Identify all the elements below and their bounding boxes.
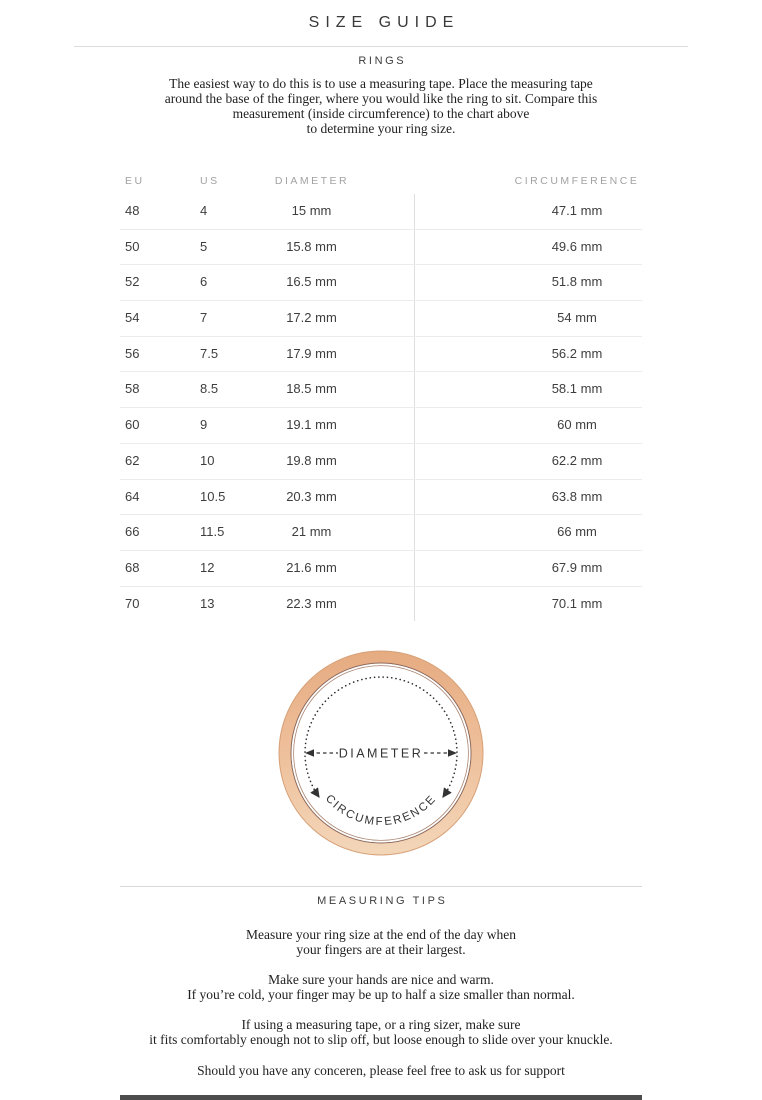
circumference-value: 56.2 mm [551, 345, 603, 361]
eu-value: 56 [125, 345, 140, 361]
tip-paragraph [0, 1017, 762, 1047]
table-row [120, 300, 642, 336]
table-row [120, 407, 642, 443]
eu-value: 66 [125, 524, 140, 540]
ring-illustration [276, 648, 486, 858]
intro-line: to determine your ring size. [306, 121, 456, 136]
eu-value: 58 [125, 381, 140, 397]
us-value: 10 [200, 452, 215, 468]
tip-line: Measure your ring size at the end of the day when [246, 927, 516, 943]
eu-value: 52 [125, 274, 140, 290]
diameter-value: 16.5 mm [254, 265, 415, 300]
us-value: 9 [200, 417, 208, 433]
circumference-label: CIRCUMFERENCE [322, 792, 440, 829]
top-divider [74, 46, 688, 47]
table-row [120, 264, 642, 300]
diameter-value: 21 mm [254, 515, 415, 550]
diameter-label: DIAMETER [338, 746, 424, 761]
intro-line: around the base of the finger, where you would like the ring to sit. Compare this [164, 91, 598, 106]
tip-line: If using a measuring tape, or a ring sizer, make sure [241, 1017, 521, 1033]
table-row [120, 514, 642, 550]
diameter-value: 20.3 mm [254, 480, 415, 515]
circumference-value: 60 mm [557, 417, 597, 433]
table-row [120, 194, 642, 229]
circumference-value: 70.1 mm [551, 595, 603, 611]
header-circumference: CIRCUMFERENCE [514, 175, 640, 187]
tip-line: If you’re cold, your finger may be up to half a size smaller than normal. [187, 987, 575, 1003]
tips-section-heading: MEASURING TIPS [317, 895, 448, 908]
us-value: 8.5 [200, 381, 219, 397]
rings-section-heading: RINGS [358, 55, 407, 67]
ring-size-table [120, 168, 642, 621]
tips-divider [120, 886, 642, 887]
tip-line: Make sure your hands are nice and warm. [268, 972, 494, 988]
diameter-value: 21.6 mm [254, 551, 415, 586]
circumference-value: 62.2 mm [551, 452, 603, 468]
circumference-value: 66 mm [557, 524, 597, 540]
header-eu: EU [125, 175, 145, 187]
eu-value: 68 [125, 559, 140, 575]
intro-line: measurement (inside circumference) to the chart above [232, 106, 530, 121]
tip-line: it fits comfortably enough not to slip off, but loose enough to slide over your knuckle. [149, 1032, 613, 1048]
table-header-row [120, 168, 642, 194]
table-row [120, 336, 642, 372]
header-us: US [200, 175, 220, 187]
us-value: 5 [200, 238, 208, 254]
eu-value: 62 [125, 452, 140, 468]
us-value: 4 [200, 203, 208, 218]
eu-value: 60 [125, 417, 140, 433]
eu-value: 64 [125, 488, 140, 504]
us-value: 10.5 [200, 488, 226, 504]
circumference-value: 54 mm [557, 310, 597, 326]
eu-value: 50 [125, 238, 140, 254]
circumference-value: 67.9 mm [551, 559, 603, 575]
us-value: 7.5 [200, 345, 219, 361]
rings-intro-text [0, 76, 762, 136]
us-value: 7 [200, 310, 208, 326]
tip-line: Should you have any conceren, please feel free to ask us for support [197, 1063, 565, 1079]
diameter-value: 15.8 mm [254, 230, 415, 265]
table-row [120, 550, 642, 586]
diameter-value: 18.5 mm [254, 372, 415, 407]
eu-value: 54 [125, 310, 140, 326]
table-row [120, 443, 642, 479]
table-row [120, 479, 642, 515]
table-row [120, 229, 642, 265]
diameter-value: 17.2 mm [254, 301, 415, 336]
table-row [120, 371, 642, 407]
ring-measurement-diagram [0, 648, 762, 858]
us-value: 13 [200, 595, 215, 611]
diameter-value: 15 mm [254, 194, 415, 229]
diameter-value: 17.9 mm [254, 337, 415, 372]
header-diameter: DIAMETER [274, 175, 350, 187]
tip-paragraph [0, 1063, 762, 1078]
diameter-value: 22.3 mm [254, 587, 415, 622]
tip-paragraph [0, 927, 762, 957]
eu-value: 48 [125, 203, 140, 218]
tip-paragraph [0, 972, 762, 1002]
us-value: 6 [200, 274, 208, 290]
us-value: 12 [200, 559, 215, 575]
circumference-value: 63.8 mm [551, 488, 603, 504]
circumference-value: 51.8 mm [551, 274, 603, 290]
diameter-value: 19.8 mm [254, 444, 415, 479]
page-title: SIZE GUIDE [308, 14, 460, 31]
tip-line: your fingers are at their largest. [296, 942, 466, 958]
bottom-cutoff-element[interactable] [120, 1095, 642, 1100]
diameter-value: 19.1 mm [254, 408, 415, 443]
table-row [120, 586, 642, 622]
circumference-value: 47.1 mm [551, 203, 603, 218]
circumference-value: 58.1 mm [551, 381, 603, 397]
eu-value: 70 [125, 595, 140, 611]
us-value: 11.5 [200, 524, 225, 540]
intro-line: The easiest way to do this is to use a measuring tape. Place the measuring tape [169, 76, 593, 91]
circumference-value: 49.6 mm [551, 238, 603, 254]
